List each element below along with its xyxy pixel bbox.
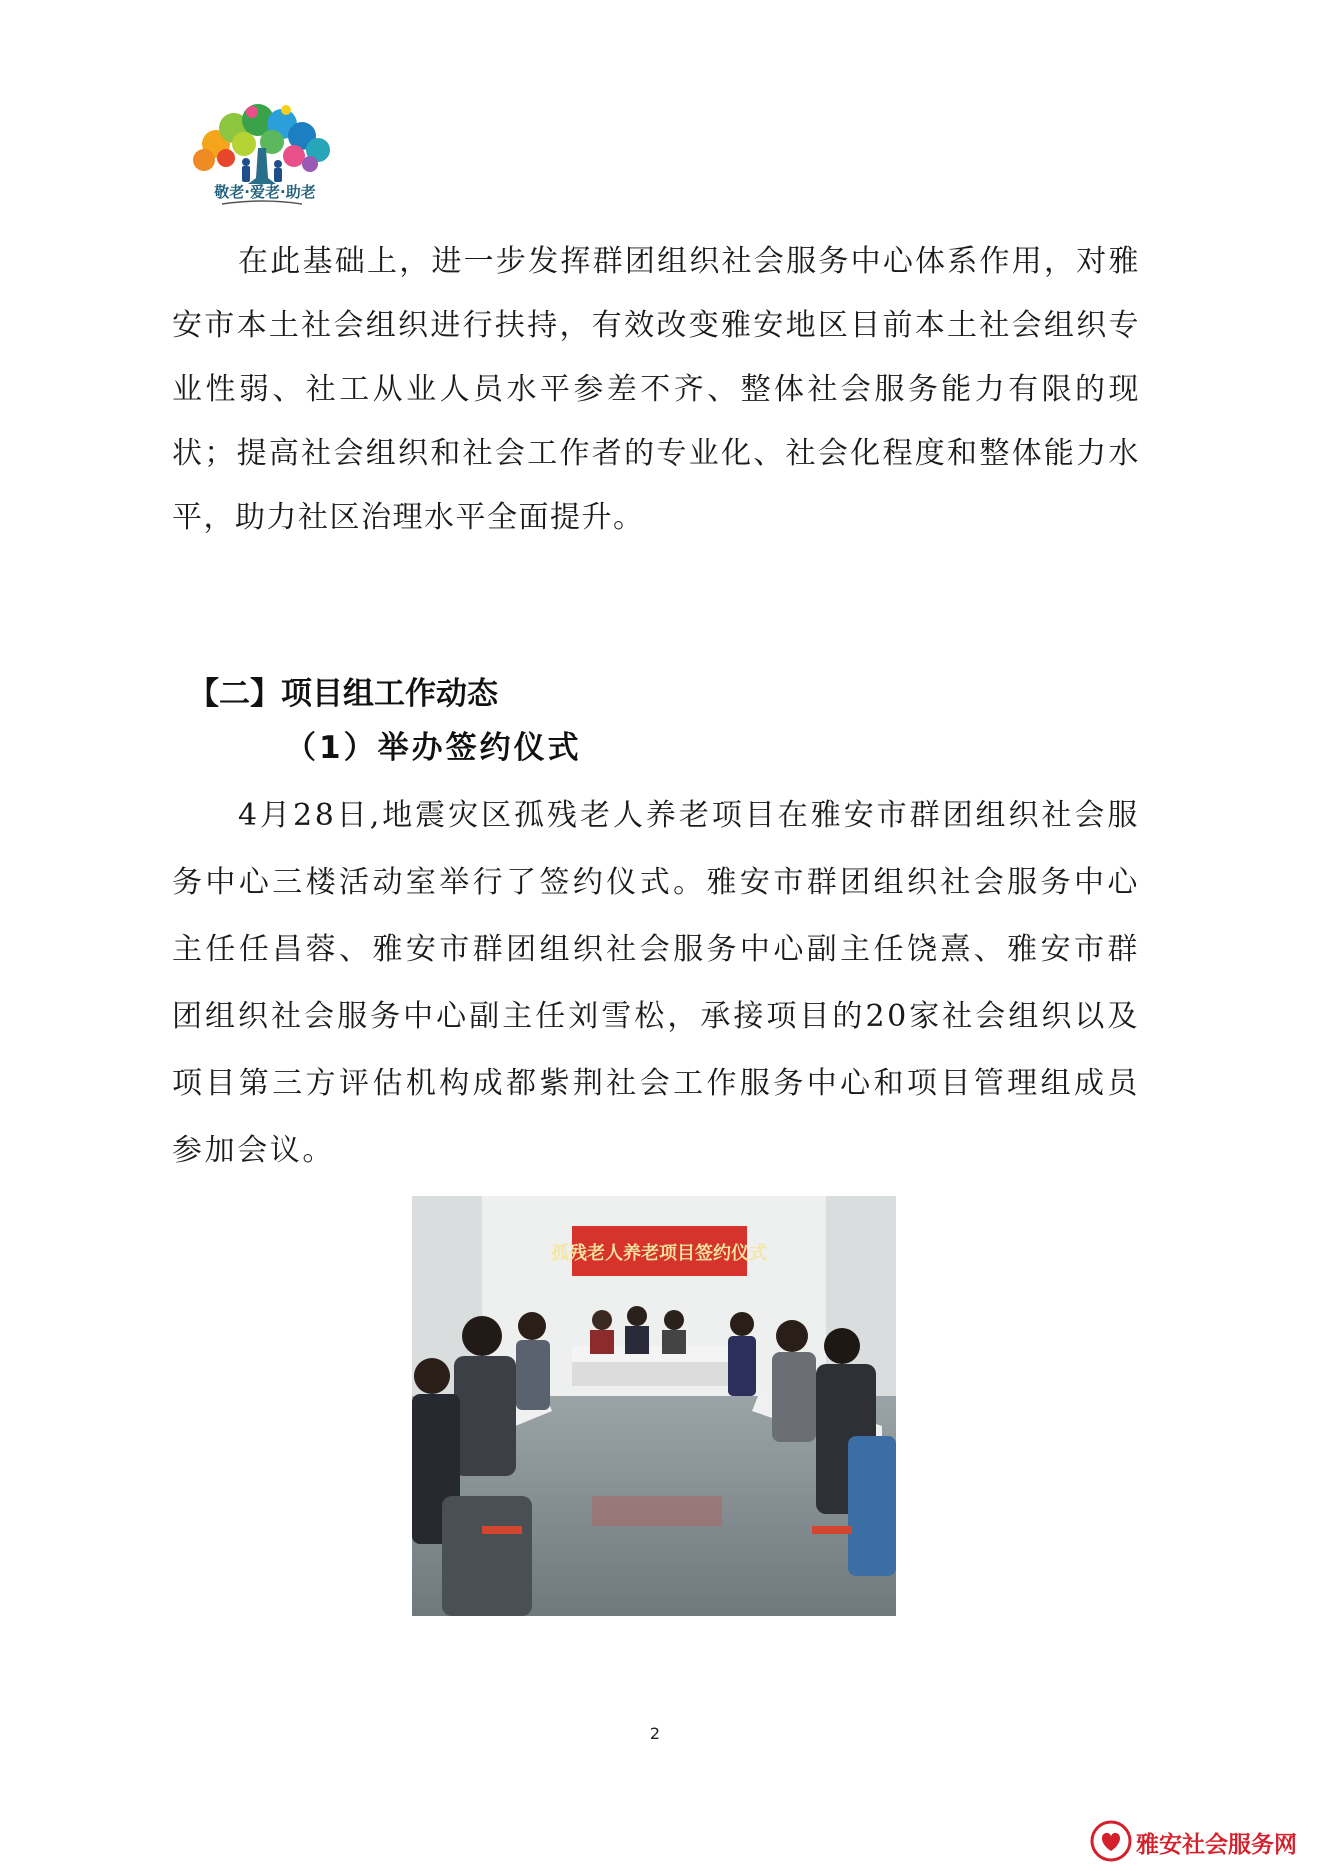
section-heading: 【二】项目组工作动态 [188, 676, 498, 712]
signing-ceremony-paragraph: 4月28日,地震灾区孤残老人养老项目在雅安市群团组织社会服务中心三楼活动室举行了签约仪式。雅安市群团组织社会服务中心主任任昌蓉、雅安市群团组织社会服务中心副主任饶熹、雅安市群团组织社会服务中心副主任刘雪松，承接项目的20家社会组织以及项目第三方评估机构成都紫荆社会工作服务中心和项目管理组成员参加会议。 [172, 798, 1140, 1168]
section-subheading: （1）举办签约仪式 [285, 730, 582, 766]
logo-caption: 敬老·爱老·助老 [214, 183, 316, 201]
banner-text: 孤残老人养老项目签约仪式 [551, 1243, 767, 1264]
meeting-room-photo-icon [412, 1196, 896, 1616]
signing-ceremony-photo [412, 1196, 896, 1616]
page-number: 2 [649, 1724, 661, 1743]
heart-seal-icon [1090, 1820, 1132, 1862]
watermark-text: 雅安社会服务网 [1136, 1832, 1297, 1858]
intro-paragraph: 在此基础上，进一步发挥群团组织社会服务中心体系作用，对雅安市本土社会组织进行扶持，有效改变雅安地区目前本土社会组织专业性弱、社工从业人员水平参差不齐、整体社会服务能力有限的现状；提高社会组织和社会工作者的专业化、社会化程度和整体能力水平，助力社区治理水平全面提升。 [172, 244, 1140, 535]
site-watermark [1090, 1816, 1320, 1866]
